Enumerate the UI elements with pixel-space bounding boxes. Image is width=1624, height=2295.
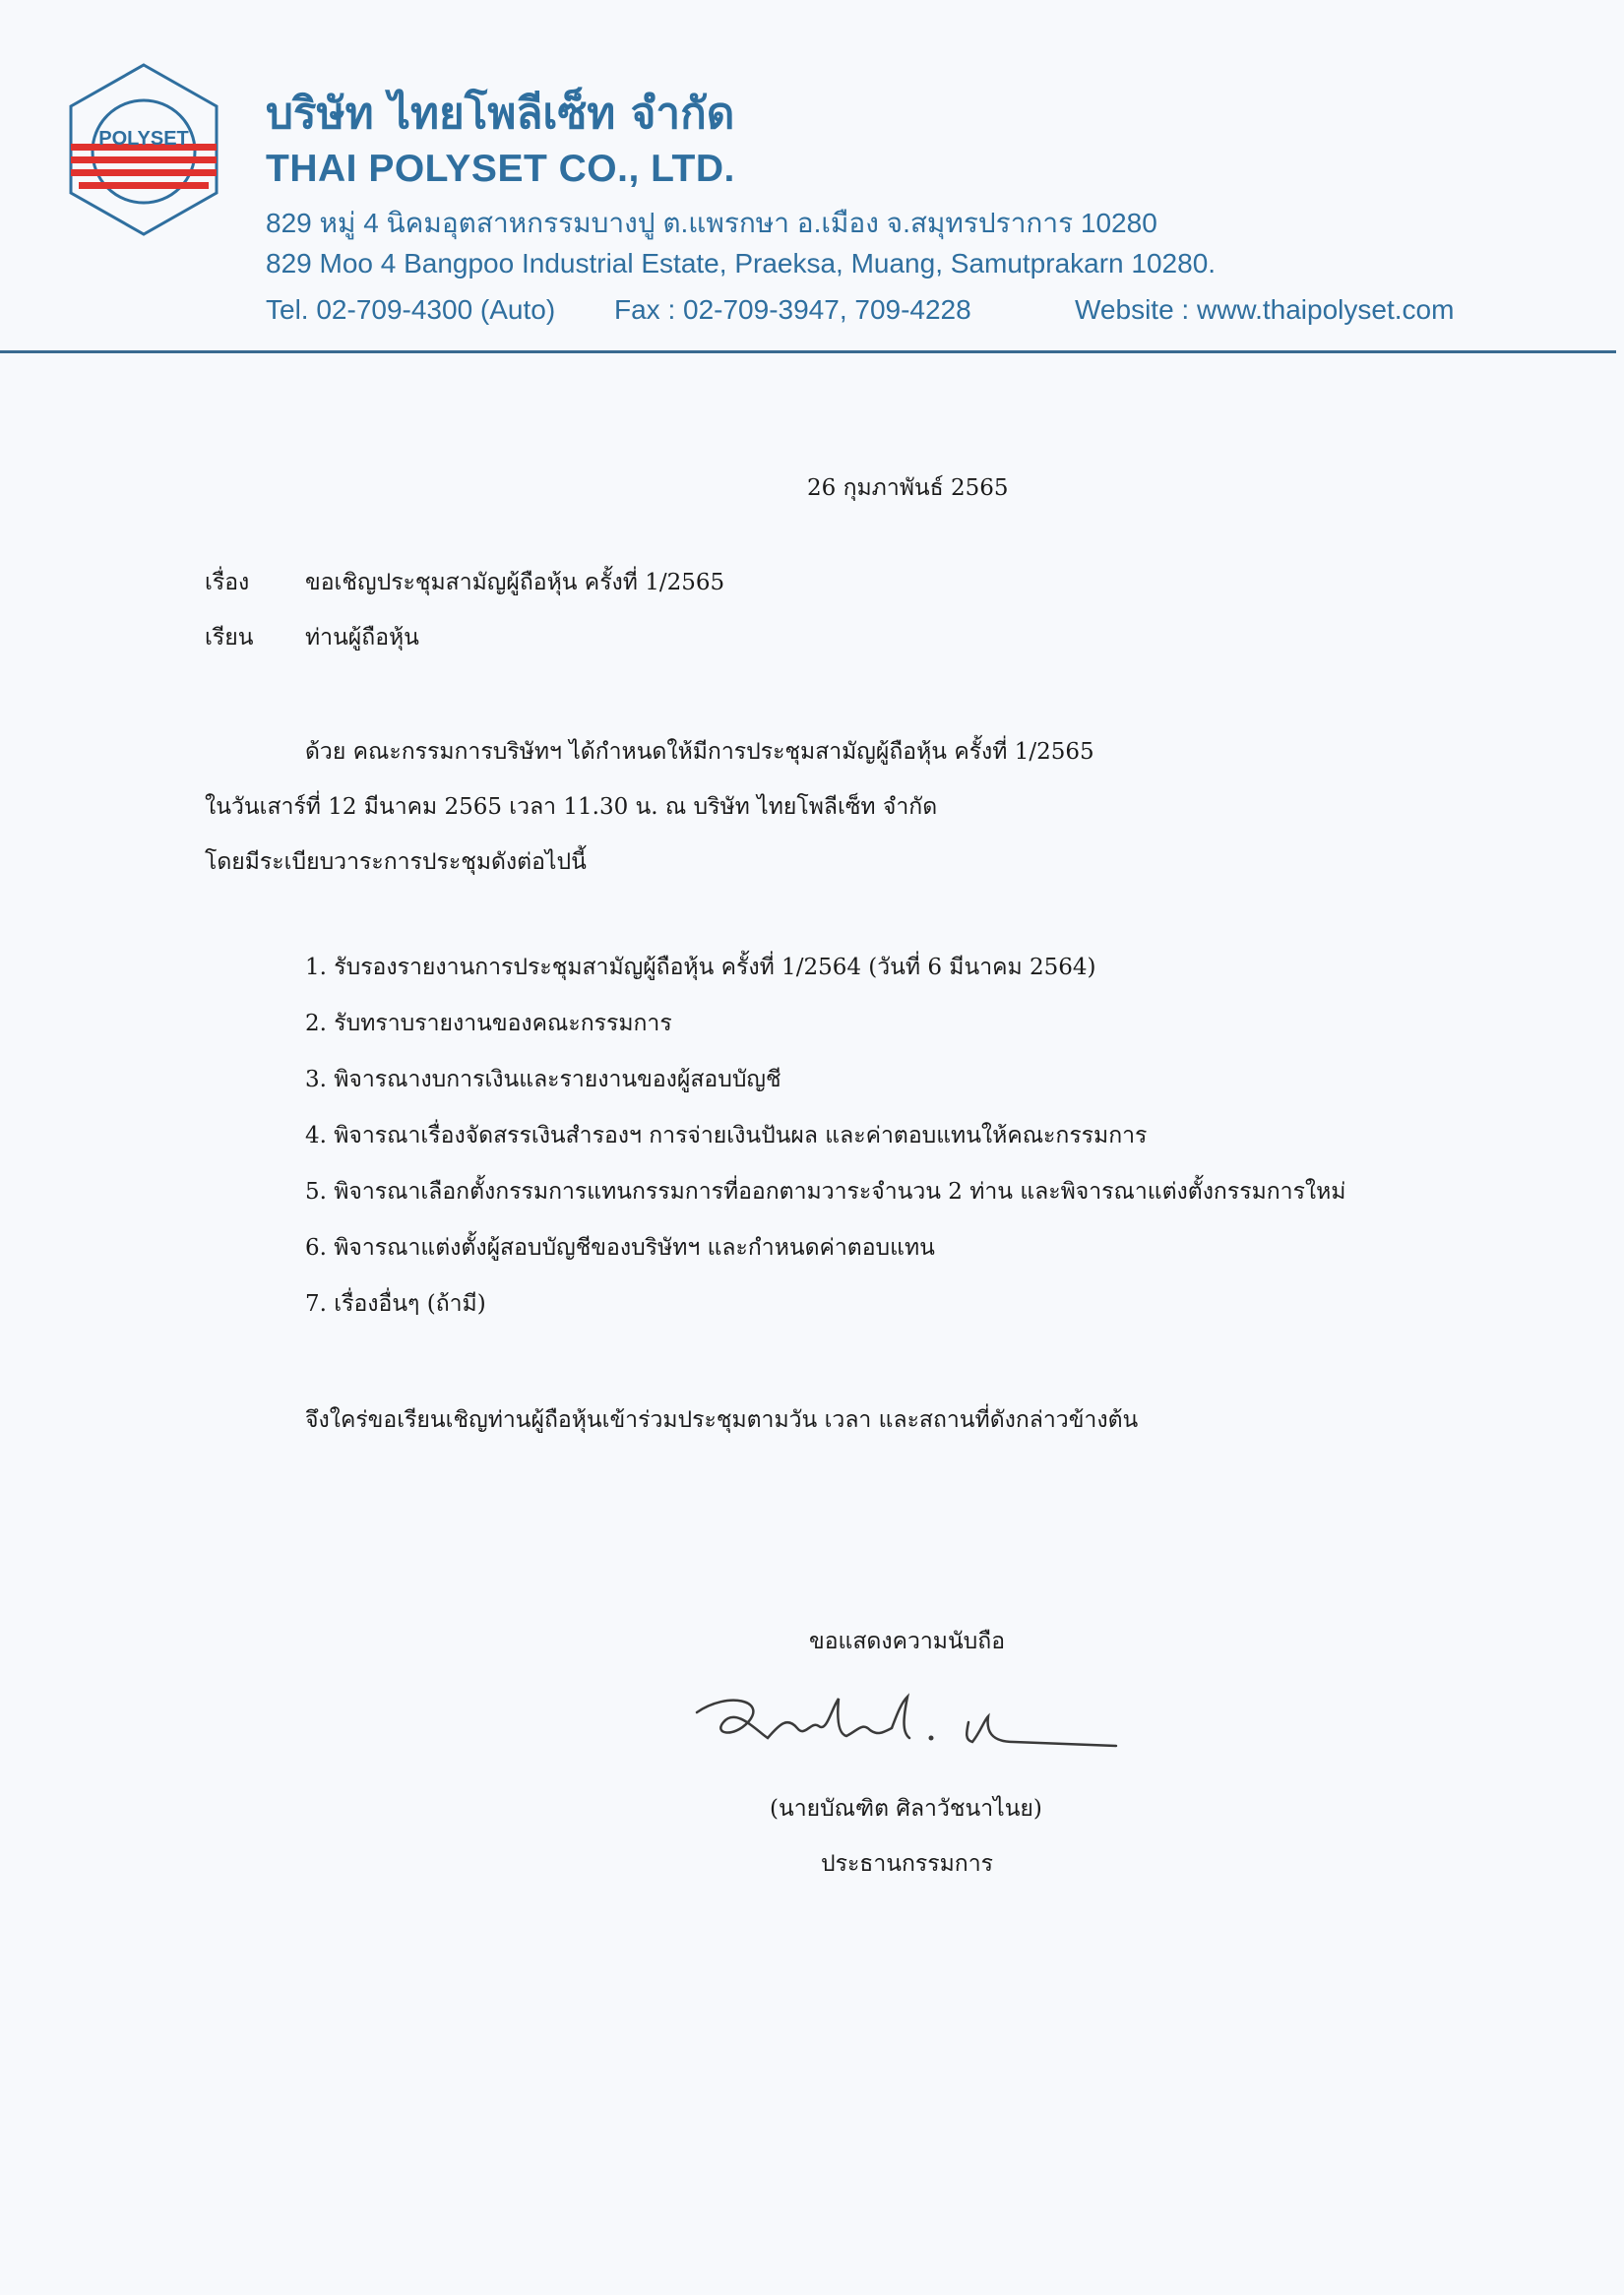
fax: Fax : 02-709-3947, 709-4228	[614, 294, 971, 325]
header-divider	[0, 350, 1616, 353]
svg-text:POLYSET: POLYSET	[98, 128, 189, 150]
agenda-list	[305, 953, 1345, 1345]
letter-date: 26 กุมภาพันธ์ 2565	[807, 475, 1009, 501]
website-link[interactable]: Website : www.thaipolyset.com	[1075, 294, 1455, 325]
subject-text: ขอเชิญประชุมสามัญผู้ถือหุ้น ครั้งที่ 1/2565	[305, 570, 725, 595]
telephone: Tel. 02-709-4300 (Auto)	[266, 294, 556, 325]
polyset-logo	[65, 61, 222, 238]
closing-paragraph: จึงใคร่ขอเรียนเชิญท่านผู้ถือหุ้นเข้าร่วมประชุมตามวัน เวลา และสถานที่ดังกล่าวข้างต้น	[305, 1407, 1139, 1433]
recipient-text: ท่านผู้ถือหุ้น	[305, 625, 419, 651]
body-paragraph-line-3: โดยมีระเบียบวาระการประชุมดังต่อไปนี้	[205, 849, 587, 875]
recipient-label: เรียน	[205, 625, 254, 651]
signer-name: (นายบัณฑิต ศิลาวัชนาไนย)	[770, 1796, 1042, 1822]
company-name-thai: บริษัท ไทยโพลีเซ็ท จำกัด	[266, 89, 735, 139]
address-thai: 829 หมู่ 4 นิคมอุตสาหกรรมบางปู ต.แพรกษา อ.เมือง จ.สมุทรปราการ 10280	[266, 208, 1157, 238]
agenda-item: 7. เรื่องอื่นๆ (ถ้ามี)	[305, 1291, 486, 1317]
agenda-item: 5. พิจารณาเลือกตั้งกรรมการแทนกรรมการที่ออกตามวาระจำนวน 2 ท่าน และพิจารณาแต่งตั้งกรรมการใหม่	[305, 1179, 1346, 1205]
company-name-english: THAI POLYSET CO., LTD.	[266, 148, 735, 190]
agenda-item: 4. พิจารณาเรื่องจัดสรรเงินสำรองฯ การจ่ายเงินปันผล และค่าตอบแทนให้คณะกรรมการ	[305, 1123, 1148, 1148]
address-english: 829 Moo 4 Bangpoo Industrial Estate, Praeksa, Muang, Samutprakarn 10280.	[266, 248, 1217, 279]
agenda-item: 1. รับรองรายงานการประชุมสามัญผู้ถือหุ้น ครั้งที่ 1/2564 (วันที่ 6 มีนาคม 2564)	[305, 955, 1096, 980]
agenda-item: 2. รับทราบรายงานของคณะกรรมการ	[305, 1011, 672, 1036]
agenda-item: 6. พิจารณาแต่งตั้งผู้สอบบัญชีของบริษัทฯ และกำหนดค่าตอบแทน	[305, 1235, 935, 1261]
subject-label: เรื่อง	[205, 570, 250, 595]
body-paragraph-line-2: ในวันเสาร์ที่ 12 มีนาคม 2565 เวลา 11.30 น. ณ บริษัท ไทยโพลีเซ็ท จำกัด	[205, 794, 938, 820]
signature	[689, 1673, 1122, 1771]
letterhead	[0, 0, 1624, 354]
body-paragraph-line-1: ด้วย คณะกรรมการบริษัทฯ ได้กำหนดให้มีการประชุมสามัญผู้ถือหุ้น ครั้งที่ 1/2565	[305, 739, 1094, 765]
agenda-item: 3. พิจารณางบการเงินและรายงานของผู้สอบบัญชี	[305, 1067, 781, 1092]
signer-title: ประธานกรรมการ	[821, 1851, 993, 1877]
complimentary-close: ขอแสดงความนับถือ	[809, 1629, 1006, 1654]
